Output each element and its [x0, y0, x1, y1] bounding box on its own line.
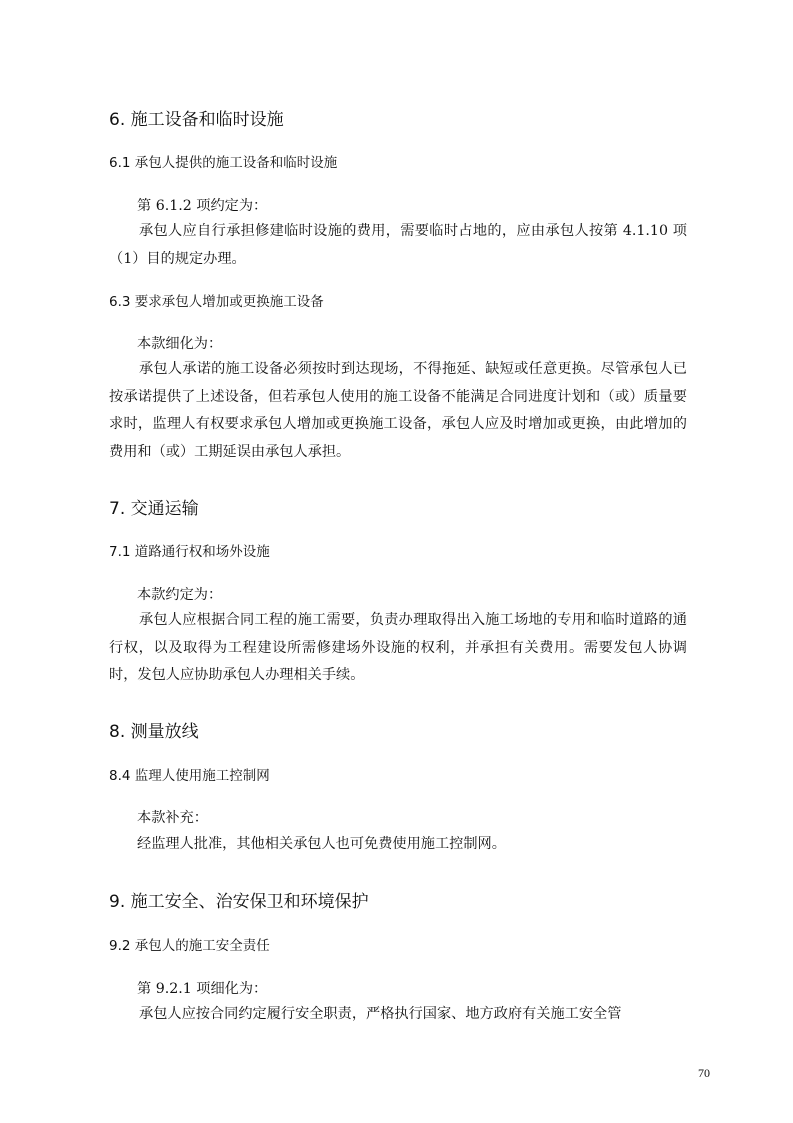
clause-lead: 第 6.1.2 项约定为：	[137, 198, 268, 214]
clause-body: 承包人应按合同约定履行安全职责，严格执行国家、地方政府有关施工安全管	[139, 1006, 622, 1022]
subsection-heading: 7.1 道路通行权和场外设施	[109, 544, 270, 560]
subsection-heading: 9.2 承包人的施工安全责任	[109, 938, 270, 954]
subsection-heading: 6.1 承包人提供的施工设备和临时设施	[109, 155, 338, 171]
clause-lead: 本款约定为：	[137, 587, 223, 603]
clause-body: 承包人应根据合同工程的施工需要，负责办理取得出入施工场地的专用和临时道路的通行权，以及取得为工程建设所需修建场外设施的权利，并承担有关费用。需要发包人协调时，发包人应协助承包人办理相关手续。	[109, 612, 687, 683]
section-heading: 8. 测量放线	[109, 722, 199, 742]
clause-body: 承包人应自行承担修建临时设施的费用，需要临时占地的，应由承包人按第 4.1.10 项（1）目的规定办理。	[109, 223, 687, 267]
clause-body: 经监理人批准，其他相关承包人也可免费使用施工控制网。	[137, 836, 506, 852]
clause-body: 承包人承诺的施工设备必须按时到达现场，不得拖延、缺短或任意更换。尽管承包人已按承诺提供了上述设备，但若承包人使用的施工设备不能满足合同进度计划和（或）质量要求时，监理人有权要求承包人增加或更换施工设备，承包人应及时增加或更换，由此增加的费用和（或）工期延误由承包人承担。	[109, 361, 687, 460]
subsection-heading: 8.4 监理人使用施工控制网	[109, 768, 270, 784]
page-number: 70	[698, 1066, 710, 1080]
subsection-heading: 6.3 要求承包人增加或更换施工设备	[109, 294, 324, 310]
section-heading: 9. 施工安全、治安保卫和环境保护	[109, 892, 369, 912]
clause-lead: 本款补充：	[137, 810, 208, 826]
clause-lead: 本款细化为：	[137, 336, 223, 352]
section-heading: 7. 交通运输	[109, 499, 199, 519]
section-heading: 6. 施工设备和临时设施	[109, 110, 284, 130]
clause-lead: 第 9.2.1 项细化为：	[137, 981, 268, 997]
